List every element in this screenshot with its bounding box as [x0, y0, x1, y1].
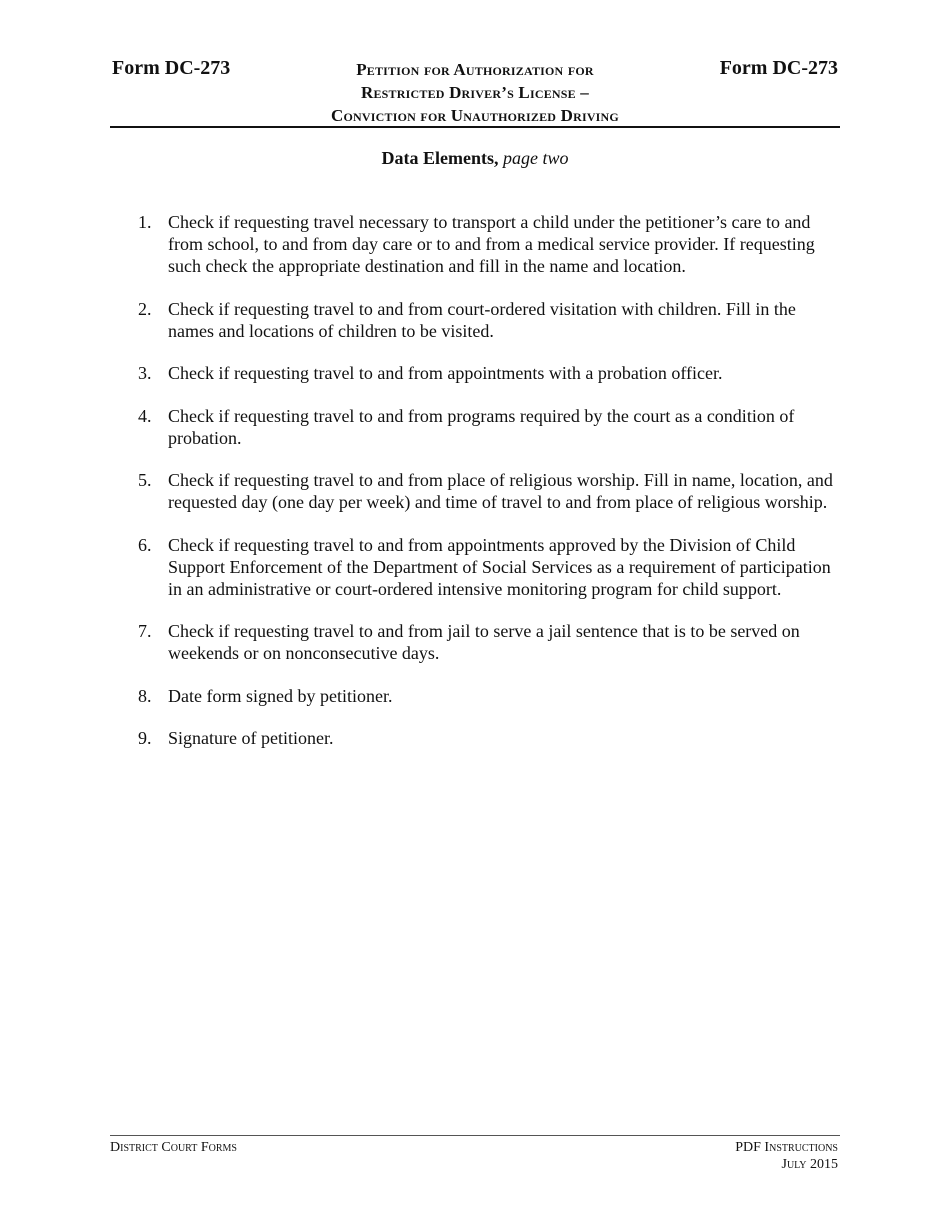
- item-number: 3.: [138, 363, 152, 383]
- form-id-left: Form DC-273: [112, 57, 231, 79]
- item-text: Check if requesting travel to and from court-ordered visitation with children. Fill in the names and locations of children to be visited.: [168, 298, 796, 341]
- item-text: Check if requesting travel to and from jail to serve a jail sentence that is to be served on weekends or on nonconsecutive days.: [168, 621, 800, 663]
- item-text: Check if requesting travel to and from place of religious worship. Fill in name, location, and requested day (one day per week) and time of travel to and from place of religious worship.: [168, 470, 833, 512]
- item-number: 8.: [138, 685, 152, 706]
- section-subtitle: [110, 147, 840, 169]
- title-line: Restricted Driver’s License –: [361, 83, 589, 102]
- subtitle-italic: page two: [502, 148, 569, 168]
- item-number: 7.: [138, 621, 152, 641]
- item-number: 2.: [138, 298, 152, 319]
- item-number: 1.: [138, 212, 152, 232]
- title-line: Petition for Authorization for: [356, 60, 594, 79]
- header-divider: [110, 126, 840, 128]
- item-text: Signature of petitioner.: [168, 728, 334, 748]
- item-text: Check if requesting travel to and from appointments approved by the Division of Child Support Enforcement of the Department of Social Services as a requirement of participation in an administrative or court-ordered intensive monitoring program for child support.: [168, 534, 831, 599]
- list-item: [138, 727, 840, 749]
- list-item: [138, 534, 840, 600]
- footer-date: July 2015: [781, 1157, 838, 1172]
- subtitle-bold: Data Elements,: [381, 148, 499, 168]
- list-item: [138, 405, 840, 449]
- title-line: Conviction for Unauthorized Driving: [331, 106, 619, 125]
- list-item: [138, 298, 840, 342]
- footer-left-label: District Court Forms: [110, 1140, 237, 1155]
- document-title: [260, 58, 690, 127]
- footer-divider: [110, 1135, 840, 1136]
- form-id-right: Form DC-273: [719, 57, 838, 79]
- item-number: 6.: [138, 534, 152, 555]
- footer-instructions-label: PDF Instructions: [735, 1140, 838, 1155]
- item-number: 9.: [138, 728, 152, 748]
- item-text: Check if requesting travel necessary to transport a child under the petitioner’s care to and from school, to and from day care or to and from a medical service provider. If requesting such check the appropriate destination and fill in the name and location.: [168, 212, 815, 276]
- item-text: Check if requesting travel to and from appointments with a probation officer.: [168, 363, 723, 383]
- item-text: Date form signed by petitioner.: [168, 685, 393, 706]
- page-header: [110, 56, 840, 126]
- list-item: [138, 211, 840, 277]
- item-text: Check if requesting travel to and from programs required by the court as a condition of probation.: [168, 405, 795, 448]
- footer-right-block: [735, 1139, 838, 1173]
- list-item: [138, 469, 840, 513]
- data-elements-list: [138, 211, 840, 770]
- list-item: [138, 362, 840, 384]
- list-item: [138, 685, 840, 707]
- item-number: 4.: [138, 405, 152, 426]
- item-number: 5.: [138, 470, 152, 490]
- list-item: [138, 620, 840, 664]
